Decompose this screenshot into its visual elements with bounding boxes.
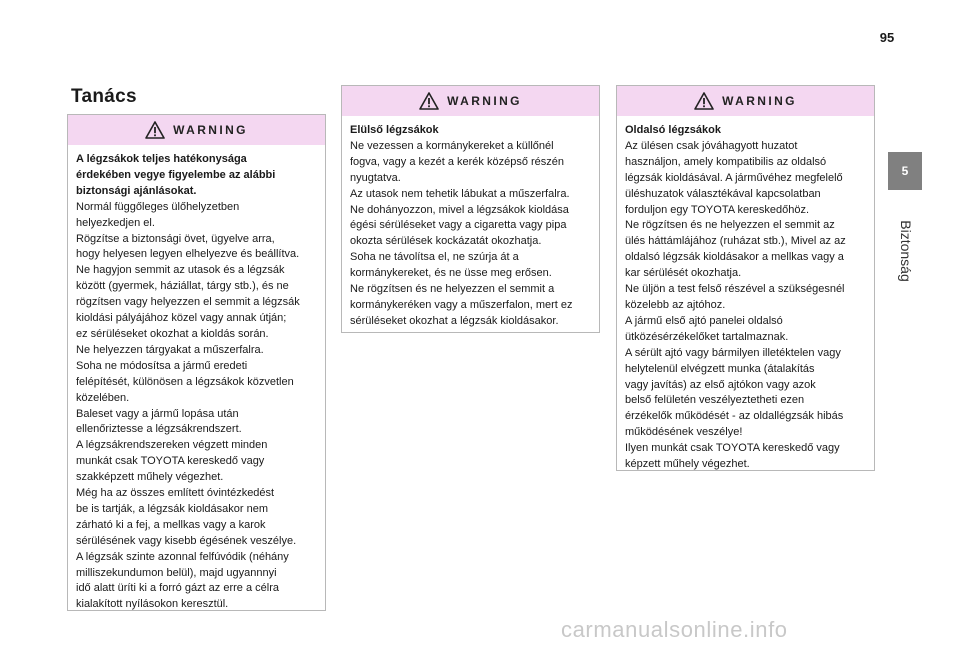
- body-line: Normál függőleges ülőhelyzetben: [76, 200, 240, 213]
- body-line: munkát csak TOYOTA kereskedő vagy: [76, 455, 265, 468]
- body-line: Az utasok nem tehetik lábukat a műszerfalra.: [350, 187, 570, 200]
- body-line: használjon, amely kompatibilis az oldalsó: [625, 155, 827, 168]
- body-line: helytelenül elvégzett munka (átalakítás: [625, 362, 815, 375]
- body-line: rögzítsen vagy helyezzen el semmit a légzsák: [76, 296, 300, 309]
- body-line: kioldási pályájához közel vagy annak útján;: [76, 312, 287, 325]
- body-line: helyezkedjen el.: [76, 216, 155, 229]
- body-line: Ilyen munkát csak TOYOTA kereskedő vagy: [625, 442, 840, 455]
- body-line: érzékelők működését - az oldallégzsák hibás: [625, 410, 844, 423]
- warning-box-general: [67, 114, 326, 611]
- body-line: közelebb az ajtóhoz.: [625, 298, 726, 311]
- body-line: Ne dohányozzon, mivel a légzsákok kioldása: [350, 203, 569, 216]
- body-line: idő alatt üríti ki a forró gázt az erre a célra: [76, 582, 279, 595]
- body-line: be is tartják, a légzsák kioldásakor nem: [76, 502, 268, 515]
- body-heading: Elülső légzsákok: [350, 124, 439, 136]
- chapter-label: [895, 208, 917, 294]
- warning-triangle-icon: [419, 92, 439, 110]
- warning-header: [342, 86, 599, 116]
- body-line: forduljon egy TOYOTA kereskedőhöz.: [625, 203, 810, 216]
- warning-box-front-airbags: [341, 85, 600, 333]
- body-line: képzett műhely végezhet.: [625, 458, 750, 471]
- body-line: Ne helyezzen tárgyakat a műszerfalra.: [76, 343, 264, 356]
- body-line: nyugtatva.: [350, 171, 401, 184]
- body-line: Ne üljön a test felső részével a szükségesnél: [625, 283, 845, 296]
- body-line: Soha ne módosítsa a jármű eredeti: [76, 359, 248, 372]
- body-line: Ne rögzítsen és ne helyezzen el semmit a: [350, 283, 555, 296]
- warning-body: [617, 116, 874, 473]
- body-line: milliszekundumon belül), majd ugyannnyi: [76, 566, 277, 579]
- body-line: ülés háttámlájához (ruházat stb.), Mivel az az: [625, 235, 846, 248]
- body-line: ütközésérzékelőket tartalmaznak.: [625, 330, 789, 343]
- body-line: vagy javítás) az első ajtókon vagy azok: [625, 378, 816, 391]
- body-line: oldalsó légzsák kioldásakor a mellkas vagy a: [625, 251, 844, 264]
- body-line: zárható ki a fej, a mellkas vagy a karok: [76, 518, 266, 531]
- body-line: Ne vezessen a kormánykereket a küllőnél: [350, 139, 554, 152]
- page-number: 95: [879, 30, 895, 45]
- body-line: fogva, vagy a kezét a kerék középső részén: [350, 155, 565, 168]
- warning-title: WARNING: [173, 123, 248, 137]
- warning-body: [68, 145, 325, 613]
- body-line: Az ülésen csak jóváhagyott huzatot: [625, 139, 798, 152]
- chapter-label-text: Biztonság: [898, 220, 914, 282]
- body-line: A sérült ajtó vagy bármilyen illetéktelen vagy: [625, 346, 841, 359]
- body-line: működésének veszélye!: [625, 426, 743, 439]
- body-line: Ne rögzítsen és ne helyezzen el semmit az: [625, 219, 835, 232]
- body-line: szakképzett műhely végezhet.: [76, 471, 224, 484]
- body-line: Még ha az összes említett óvintézkedést: [76, 487, 275, 500]
- body-line: légzsák kioldásával. A járművéhez megfelelő: [625, 171, 843, 184]
- body-line: A légzsák szinte azonnal felfúvódik (néhány: [76, 550, 289, 563]
- warning-triangle-icon: [694, 92, 714, 110]
- body-line: Baleset vagy a jármű lopása után: [76, 407, 239, 420]
- body-line: üléshuzatok választékával kapcsolatban: [625, 187, 821, 200]
- body-line: ez sérüléseket okozhat a kioldás során.: [76, 327, 269, 340]
- warning-header: [617, 86, 874, 116]
- body-line: Rögzítse a biztonsági övet, ügyelve arra,: [76, 232, 275, 245]
- warning-body: [342, 116, 599, 330]
- body-line: kormánykeréken vagy a műszerfalon, mert ez: [350, 298, 573, 311]
- chapter-tab[interactable]: 5: [888, 152, 922, 190]
- warning-title: WARNING: [447, 94, 522, 108]
- body-heading: Oldalsó légzsákok: [625, 124, 721, 136]
- body-line: sérülésének vagy kisebb égésének veszélye.: [76, 534, 297, 547]
- body-line: sérüléseket okozhat a légzsák kioldásakor.: [350, 314, 559, 327]
- warning-triangle-icon: [145, 121, 165, 139]
- body-line: biztonsági ajánlásokat.: [76, 184, 197, 197]
- body-line: Ne hagyjon semmit az utasok és a légzsák: [76, 264, 285, 277]
- body-line: hogy helyesen legyen elhelyezve és beállítva.: [76, 248, 300, 261]
- body-line: ellenőriztesse a légzsákrendszert.: [76, 423, 242, 436]
- body-line: kar sérülését okozhatja.: [625, 267, 742, 280]
- body-line: közelében.: [76, 391, 130, 404]
- body-line: között (gyermek, háziállat, tárgy stb.), és ne: [76, 280, 289, 293]
- body-line: belső felületén veszélyeztetheti ezen: [625, 394, 805, 407]
- body-line: A légzsákrendszereken végzett minden: [76, 439, 268, 452]
- body-line: kialakított nyílásokon keresztül.: [76, 598, 229, 611]
- watermark: carmanualsonline.info: [561, 617, 788, 642]
- body-line: A jármű első ajtó panelei oldalsó: [625, 314, 783, 327]
- section-title: Tanács: [71, 86, 137, 107]
- body-line: okozta sérülések kockázatát okozhatja.: [350, 235, 542, 248]
- body-line: Soha ne távolítsa el, ne szúrja át a: [350, 251, 519, 264]
- body-line: égési sérüléseket vagy a cigaretta vagy pipa: [350, 219, 567, 232]
- warning-title: WARNING: [722, 94, 797, 108]
- body-line: kormánykereket, és ne üsse meg erősen.: [350, 267, 552, 280]
- body-line: érdekében vegye figyelembe az alábbi: [76, 168, 276, 181]
- warning-header: [68, 115, 325, 145]
- body-line: A légzsákok teljes hatékonysága: [76, 153, 247, 165]
- body-line: felépítését, különösen a légzsákok közvetlen: [76, 375, 294, 388]
- warning-box-side-airbags: [616, 85, 875, 471]
